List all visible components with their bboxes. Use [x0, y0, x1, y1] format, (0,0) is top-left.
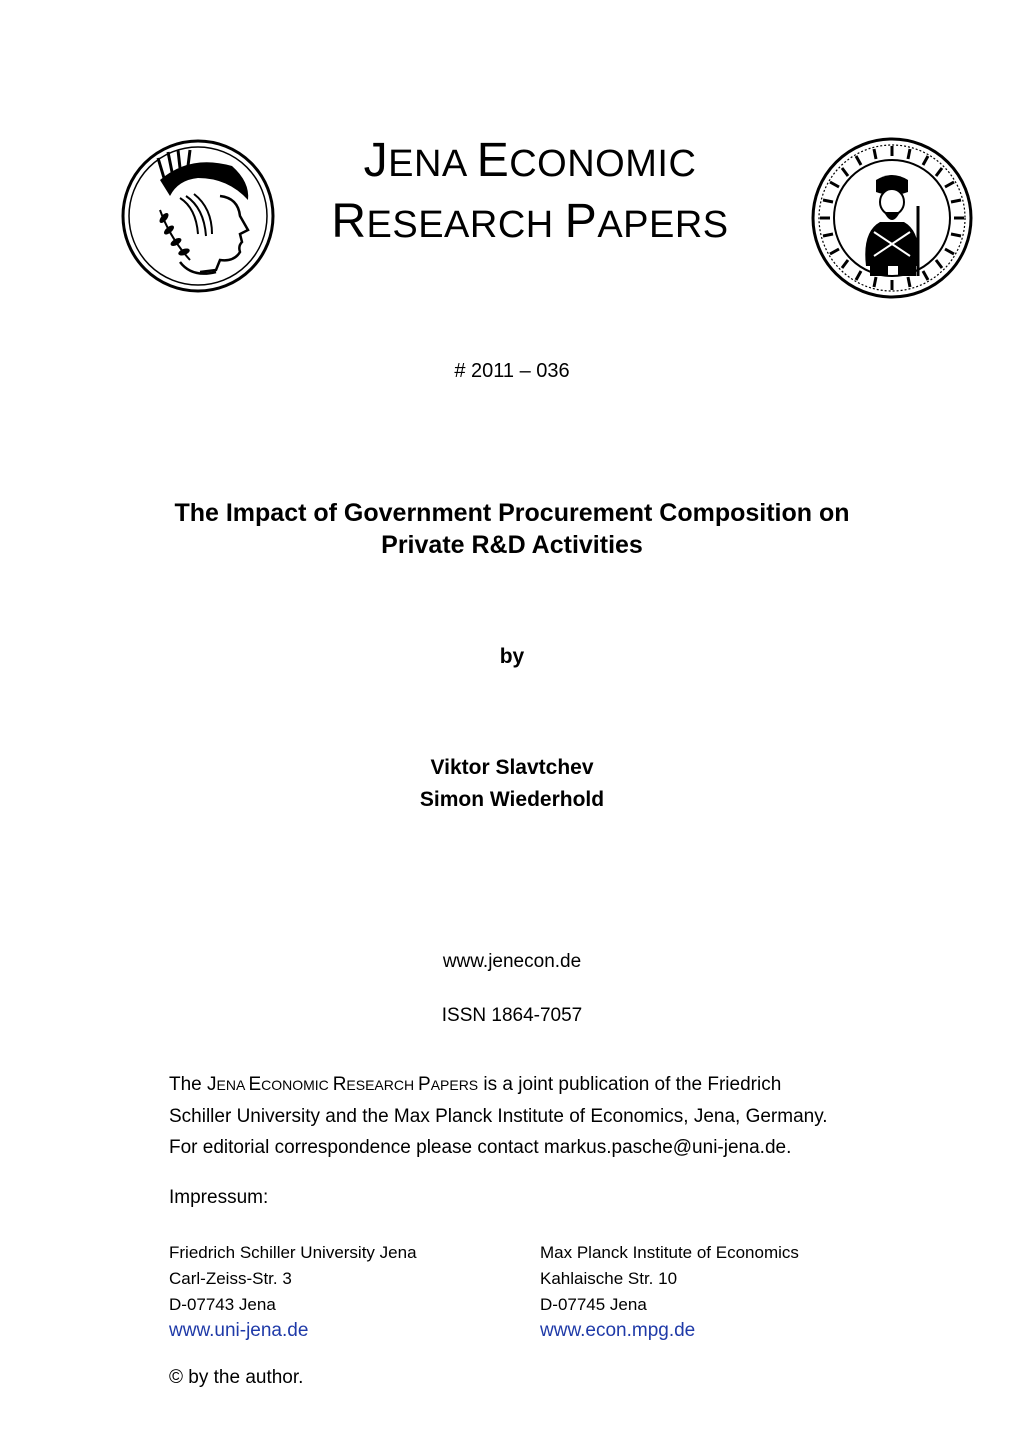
author-name: Viktor Slavtchev: [430, 756, 594, 779]
joint-line-3: For editorial correspondence please contact markus.pasche@uni-jena.de.: [169, 1137, 792, 1158]
street: Carl-Zeiss-Str. 3: [169, 1269, 292, 1288]
city: D-07745 Jena: [540, 1295, 647, 1314]
authors: [0, 752, 1024, 816]
address-right: [540, 1240, 799, 1344]
series-title: [290, 132, 770, 254]
joint-line-2: Schiller University and the Max Planck Institute of Economics, Jena, Germany.: [169, 1106, 828, 1127]
joint-line-1: The JENA ECONOMIC RESEARCH PAPERS is a joint publication of the Friedrich: [169, 1074, 782, 1095]
paper-title: [0, 497, 1024, 561]
street: Kahlaische Str. 10: [540, 1269, 678, 1288]
institution-name: Friedrich Schiller University Jena: [169, 1243, 417, 1262]
copyright-note: © by the author.: [169, 1367, 304, 1388]
author-name: Simon Wiederhold: [419, 788, 605, 811]
by-label: by: [499, 645, 525, 668]
econ-mpg-link[interactable]: www.econ.mpg.de: [540, 1320, 696, 1341]
paper-number: # 2011 – 036: [454, 360, 570, 382]
uni-jena-link[interactable]: www.uni-jena.de: [169, 1320, 309, 1341]
impressum-label: Impressum:: [169, 1187, 269, 1208]
series-title-line-1: JENA ECONOMIC: [363, 134, 697, 187]
paper-title-line-2: Private R&D Activities: [381, 531, 643, 559]
address-left: [169, 1240, 417, 1344]
university-jena-seal: [810, 136, 974, 300]
city: D-07743 Jena: [169, 1295, 276, 1314]
max-planck-minerva-logo: [120, 138, 276, 294]
joint-publication-note: [169, 1069, 909, 1163]
institution-name: Max Planck Institute of Economics: [540, 1243, 799, 1262]
issn: ISSN 1864-7057: [441, 1005, 583, 1026]
series-website: www.jenecon.de: [442, 951, 582, 972]
series-title-line-2: RESEARCH PAPERS: [331, 195, 729, 248]
paper-title-line-1: The Impact of Government Procurement Composition on: [174, 499, 850, 527]
